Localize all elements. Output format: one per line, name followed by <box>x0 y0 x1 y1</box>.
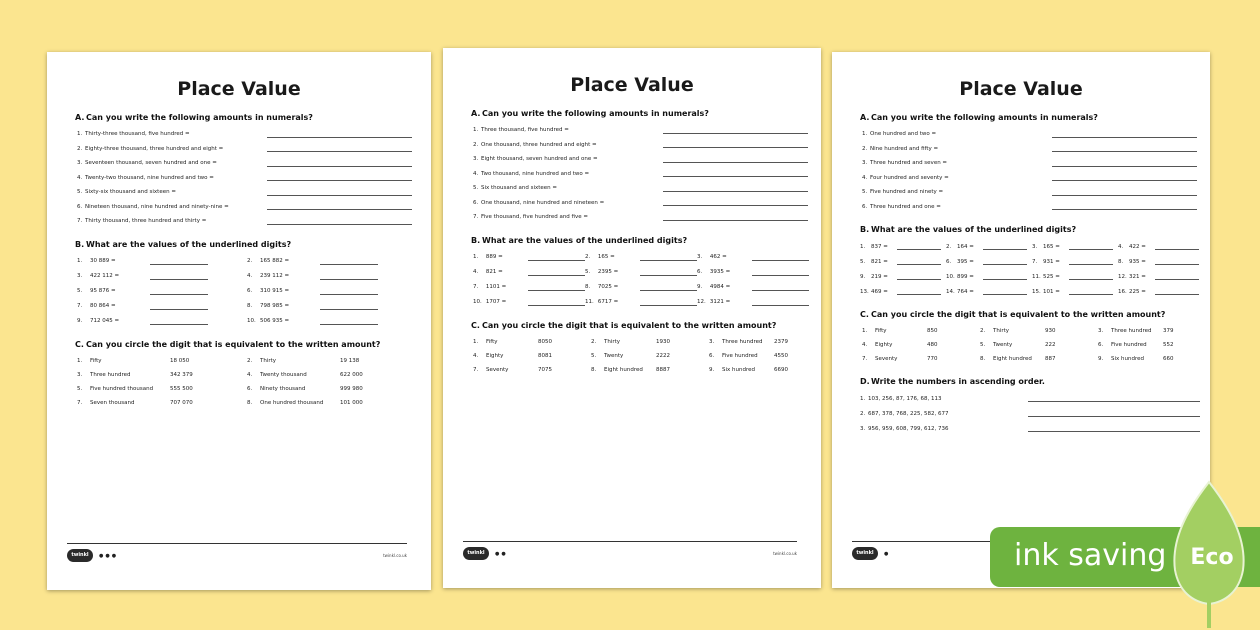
list-item: 7. Seven thousand 707 070 <box>77 399 193 406</box>
list-item: 3. Eight thousand, seven hundred and one = <box>473 152 821 167</box>
list-item: 10. 506 935 = <box>247 314 417 329</box>
list-item: 10. 1707 = <box>473 295 585 310</box>
list-item: 3. Seventeen thousand, seven hundred and one = <box>77 156 431 171</box>
section-a-list <box>77 127 431 229</box>
section-c-grid <box>862 324 1210 366</box>
list-item: 9. 219 = <box>860 269 946 284</box>
list-item: 15. 101 = <box>1032 284 1118 299</box>
list-item: 8. Eight hundred 8887 <box>591 366 670 373</box>
list-item: 11. 6717 = <box>585 295 697 310</box>
list-item: 1. 837 = <box>860 239 946 254</box>
list-item: 9. 4984 = <box>697 280 809 295</box>
list-item: 7. Five thousand, five hundred and five = <box>473 210 821 225</box>
list-item: 6. Five hundred 552 <box>1098 342 1174 348</box>
list-item: 7. 80 864 = <box>77 299 247 314</box>
list-item: 1. Fifty 850 <box>862 328 938 334</box>
section-b-heading: B. What are the values of the underlined digits? <box>860 225 1077 234</box>
list-item: 7. Thirty thousand, three hundred and thirty = <box>77 214 431 229</box>
section-b-heading: B. What are the values of the underlined digits? <box>471 235 688 245</box>
section-b-grid <box>473 250 821 310</box>
level-dots-icon: ● <box>884 551 891 557</box>
list-item: 7. 1101 = <box>473 280 585 295</box>
list-item: 3. Three hundred and seven = <box>862 156 1210 171</box>
list-item: 9. Six hundred 6690 <box>709 366 788 373</box>
list-item: 5. 2395 = <box>585 265 697 280</box>
list-item: 4. 239 112 = <box>247 269 417 284</box>
list-item: 8. 935 = <box>1118 254 1204 269</box>
page-title: Place Value <box>177 78 301 100</box>
section-b-grid <box>860 239 1210 299</box>
list-item: 4. Twenty-two thousand, nine hundred and two = <box>77 171 431 186</box>
answer-line <box>267 203 412 210</box>
list-item: 5. Twenty 222 <box>980 342 1056 348</box>
list-item: 1. Fifty 18 050 <box>77 357 190 364</box>
list-item: 1. Fifty 8050 <box>473 338 552 345</box>
list-item: 3. Three hundred 342 379 <box>77 371 193 378</box>
list-item: 4. Two thousand, nine hundred and two = <box>473 167 821 182</box>
list-item: 2. Thirty 19 138 <box>247 357 360 364</box>
list-item: 11. 525 = <box>1032 269 1118 284</box>
list-item: 6. Nineteen thousand, nine hundred and ninety-nine = <box>77 200 431 215</box>
list-item: 5. 95 876 = <box>77 284 247 299</box>
answer-line <box>267 174 412 181</box>
list-item: 2. 164 = <box>946 239 1032 254</box>
list-item: 2. Eighty-three thousand, three hundred and eight = <box>77 142 431 157</box>
worksheet-page-2 <box>443 48 821 588</box>
ink-saving-label: ink saving <box>1014 538 1167 573</box>
section-b-heading: B. What are the values of the underlined digits? <box>75 239 292 249</box>
list-item: 9. Six hundred 660 <box>1098 356 1174 362</box>
list-item: 7. Seventy 770 <box>862 356 938 362</box>
answer-line <box>267 218 412 225</box>
list-item: 4. 821 = <box>473 265 585 280</box>
section-a-list <box>473 123 821 225</box>
page-title: Place Value <box>959 78 1083 100</box>
list-item: 8. Eight hundred 887 <box>980 356 1056 362</box>
section-a-heading: A. Can you write the following amounts in numerals? <box>75 113 313 122</box>
section-c-heading: C. Can you circle the digit that is equivalent to the written amount? <box>75 339 381 349</box>
list-item: 4. Eighty 480 <box>862 342 938 348</box>
list-item: 2. 165 882 = <box>247 254 417 269</box>
list-item: 7. Seventy 7075 <box>473 366 552 373</box>
footer-site: twinkl.co.uk <box>383 553 407 558</box>
list-item: 14. 764 = <box>946 284 1032 299</box>
list-item: 3. 165 = <box>1032 239 1118 254</box>
list-item: 4. Four hundred and seventy = <box>862 171 1210 186</box>
list-item: 3. 956, 959, 608, 799, 612, 736 <box>860 421 1210 436</box>
list-item: 5. Six thousand and sixteen = <box>473 181 821 196</box>
footer-site: twinkl.co.uk <box>773 551 797 556</box>
answer-line <box>267 145 412 152</box>
twinkl-logo: twinkl <box>852 547 878 560</box>
list-item: 2. 687, 378, 768, 225, 582, 677 <box>860 406 1210 421</box>
worksheet-page-1 <box>47 52 431 590</box>
list-item: 3. 462 = <box>697 250 809 265</box>
list-item: 1. Three thousand, five hundred = <box>473 123 821 138</box>
list-item: 6. One thousand, nine hundred and nineteen = <box>473 196 821 211</box>
list-item: 5. Five hundred thousand 555 500 <box>77 385 193 392</box>
list-item: 4. 422 = <box>1118 239 1204 254</box>
list-item: 1. One hundred and two = <box>862 127 1210 142</box>
list-item: 1. 889 = <box>473 250 585 265</box>
list-item: 2. 165 = <box>585 250 697 265</box>
list-item: 6. Ninety thousand 999 980 <box>247 385 363 392</box>
list-item: 3. 422 112 = <box>77 269 247 284</box>
list-item: 4. Twenty thousand 622 000 <box>247 371 363 378</box>
twinkl-logo: twinkl <box>67 549 93 562</box>
answer-line <box>267 189 412 196</box>
section-c-grid <box>77 354 431 410</box>
list-item: 2. Nine hundred and fifty = <box>862 142 1210 157</box>
section-a-heading: A. Can you write the following amounts in numerals? <box>860 113 1098 122</box>
list-item: 5. Sixty-six thousand and sixteen = <box>77 185 431 200</box>
page-footer <box>67 543 407 564</box>
list-item: 12. 3121 = <box>697 295 809 310</box>
list-item: 8. One hundred thousand 101 000 <box>247 399 363 406</box>
list-item: 2. Thirty 1930 <box>591 338 670 345</box>
section-b-grid <box>77 254 431 329</box>
list-item: 6. Five hundred 4550 <box>709 352 788 359</box>
list-item: 4. Eighty 8081 <box>473 352 552 359</box>
answer-line <box>267 131 412 138</box>
page-title: Place Value <box>570 74 694 96</box>
section-c-heading: C. Can you circle the digit that is equivalent to the written amount? <box>471 320 777 330</box>
list-item: 13. 469 = <box>860 284 946 299</box>
worksheet-page-3 <box>832 52 1210 588</box>
list-item: 1. 30 889 = <box>77 254 247 269</box>
list-item: 16. 225 = <box>1118 284 1204 299</box>
list-item: 1. 103, 256, 87, 176, 68, 113 <box>860 391 1210 406</box>
answer-line <box>267 160 412 167</box>
list-item: 7. 931 = <box>1032 254 1118 269</box>
twinkl-logo: twinkl <box>463 547 489 560</box>
list-item: 8. 798 985 = <box>247 299 417 314</box>
section-a-list <box>862 127 1210 214</box>
list-item: 9. 712 045 = <box>77 314 247 329</box>
list-item: 6. 3935 = <box>697 265 809 280</box>
list-item: 10. 899 = <box>946 269 1032 284</box>
list-item: 6. 310 915 = <box>247 284 417 299</box>
list-item: 5. 821 = <box>860 254 946 269</box>
list-item: 5. Five hundred and ninety = <box>862 185 1210 200</box>
section-d-list <box>860 391 1210 436</box>
section-c-heading: C. Can you circle the digit that is equivalent to the written amount? <box>860 310 1166 319</box>
list-item: 8. 7025 = <box>585 280 697 295</box>
section-c-grid <box>473 335 821 377</box>
level-dots-icon: ●●● <box>99 553 119 559</box>
list-item: 3. Three hundred 379 <box>1098 328 1174 334</box>
list-item: 6. Three hundred and one = <box>862 200 1210 215</box>
list-item: 2. One thousand, three hundred and eight = <box>473 138 821 153</box>
list-item: 2. Thirty 930 <box>980 328 1056 334</box>
page-footer <box>463 541 797 562</box>
list-item: 12. 321 = <box>1118 269 1204 284</box>
list-item: 1. Thirty-three thousand, five hundred = <box>77 127 431 142</box>
section-a-heading: A. Can you write the following amounts in numerals? <box>471 109 709 118</box>
list-item: 6. 395 = <box>946 254 1032 269</box>
section-d-heading: D.Write the numbers in ascending order. <box>860 377 1045 386</box>
eco-label: Eco <box>1190 545 1234 570</box>
list-item: 5. Twenty 2222 <box>591 352 670 359</box>
level-dots-icon: ●● <box>495 551 508 557</box>
list-item: 3. Three hundred 2379 <box>709 338 788 345</box>
